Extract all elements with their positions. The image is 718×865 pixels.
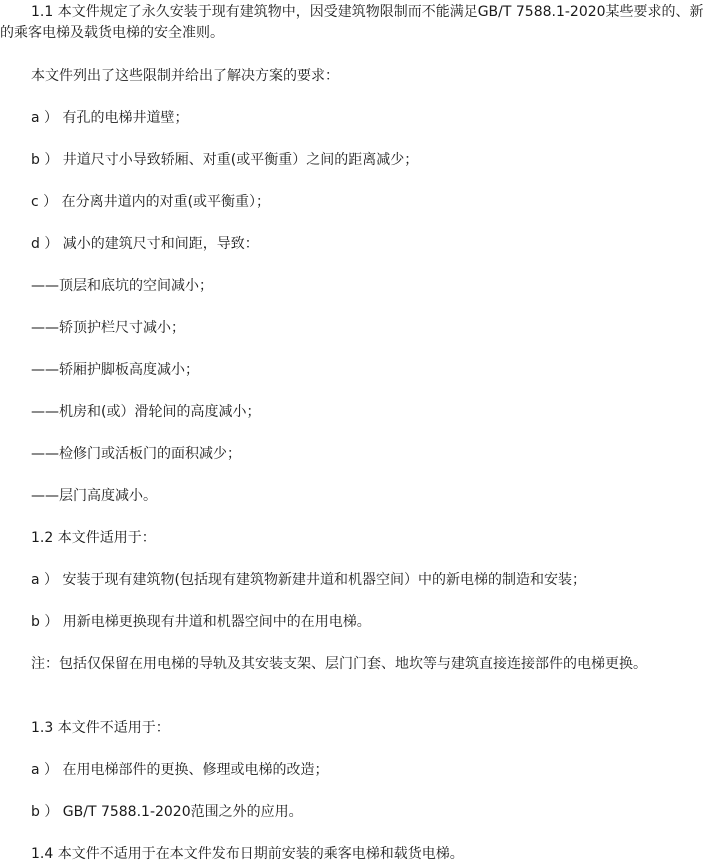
paragraph-1-3-not-applicable: 1.3 本文件不适用于： xyxy=(31,720,170,736)
paragraph-1-4: 1.4 本文件不适用于在本文件发布日期前安装的乘客电梯和载货电梯。 xyxy=(31,846,464,862)
paragraph-1-1-scope: 1.1 本文件规定了永久安装于现有建筑物中，因受建筑物限制而不能满足GB/T 7588.1-2020某些要求的、新的乘客电梯及载货电梯的安全准则。 xyxy=(0,4,704,41)
dash-item-machine-room: ——机房和(或）滑轮间的高度减小； xyxy=(31,404,261,420)
note-paragraph: 注：包括仅保留在用电梯的导轨及其安装支架、层门门套、地坎等与建筑直接连接部件的电梯更换。 xyxy=(31,656,647,672)
list-item-a: a ） 有孔的电梯井道壁； xyxy=(31,110,189,126)
applicable-item-b: b ） 用新电梯更换现有井道和机器空间中的在用电梯。 xyxy=(31,614,371,630)
not-applicable-item-b: b ） GB/T 7588.1-2020范围之外的应用。 xyxy=(31,804,303,820)
dash-item-landing-door: ——层门高度减小。 xyxy=(31,488,157,504)
list-item-b: b ） 井道尺寸小导致轿厢、对重(或平衡重）之间的距离减少； xyxy=(31,152,419,168)
paragraph-limits-intro: 本文件列出了这些限制并给出了解决方案的要求： xyxy=(31,68,339,84)
paragraph-1-2-applicable: 1.2 本文件适用于： xyxy=(31,530,156,546)
dash-item-inspection-door: ——检修门或活板门的面积减少； xyxy=(31,446,241,462)
list-item-c: c ） 在分离井道内的对重(或平衡重）； xyxy=(31,194,271,210)
dash-item-headroom-pit: ——顶层和底坑的空间减小； xyxy=(31,278,213,294)
applicable-item-a: a ） 安装于现有建筑物(包括现有建筑物新建井道和机器空间）中的新电梯的制造和安装； xyxy=(31,572,586,588)
not-applicable-item-a: a ） 在用电梯部件的更换、修理或电梯的改造； xyxy=(31,762,329,778)
list-item-d: d ） 减小的建筑尺寸和间距，导致： xyxy=(31,236,259,252)
dash-item-balustrade: ——轿顶护栏尺寸减小； xyxy=(31,320,185,336)
dash-item-toe-guard: ——轿厢护脚板高度减小； xyxy=(31,362,199,378)
